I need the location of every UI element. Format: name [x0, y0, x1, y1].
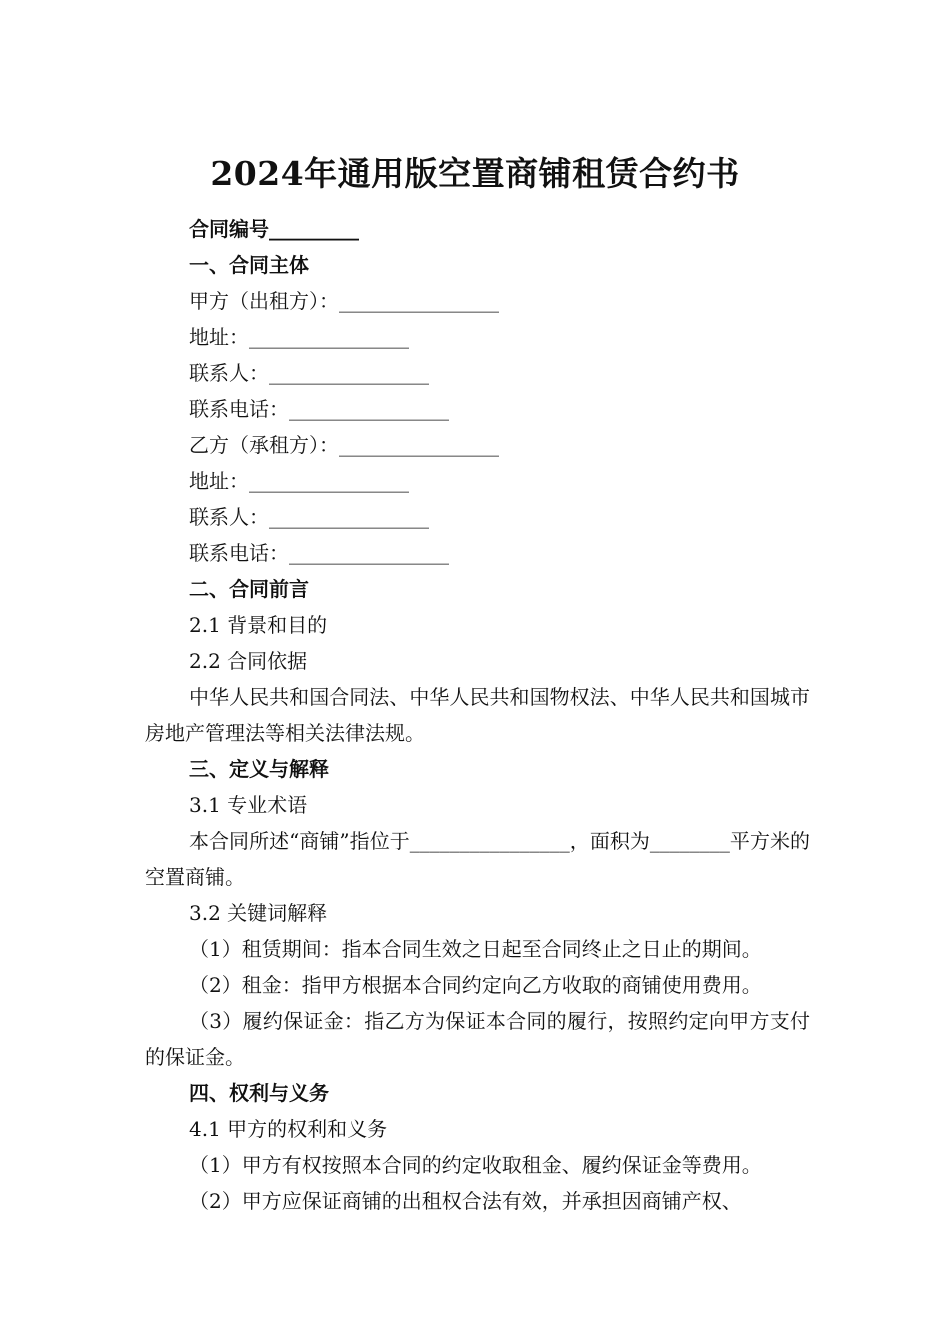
list-item: （2）租金：指甲方根据本合同约定向乙方收取的商铺使用费用。	[189, 973, 762, 997]
subsection-heading: 2.1 背景和目的	[189, 613, 328, 637]
subsection-heading: 3.1 专业术语	[189, 793, 308, 817]
subsection-heading: 3.2 关键词解释	[189, 901, 328, 925]
list-item: （1）甲方有权按照本合同的约定收取租金、履约保证金等费用。	[189, 1153, 762, 1177]
party-a-field: 甲方（出租方）：________________	[189, 289, 499, 313]
body-paragraph: 中华人民共和国合同法、中华人民共和国物权法、中华人民共和国城市房地产管理法等相关法律法规。	[145, 685, 810, 745]
subsection-heading: 4.1 甲方的权利和义务	[189, 1117, 388, 1141]
contract-number: 合同编号_________	[189, 217, 359, 241]
section-heading: 四、权利与义务	[189, 1081, 329, 1105]
section-heading: 三、定义与解释	[189, 757, 329, 781]
party-b-contact-field: 联系人：________________	[189, 505, 429, 529]
list-item: （1）租赁期间：指本合同生效之日起至合同终止之日止的期间。	[189, 937, 762, 961]
document-title: 2024年通用版空置商铺租赁合约书	[210, 154, 740, 193]
party-a-address-field: 地址：________________	[189, 325, 409, 349]
party-a-contact-field: 联系人：________________	[189, 361, 429, 385]
party-a-phone-field: 联系电话：________________	[189, 397, 449, 421]
section-heading: 一、合同主体	[189, 253, 309, 277]
list-item: （3）履约保证金：指乙方为保证本合同的履行，按照约定向甲方支付的保证金。	[145, 1009, 810, 1069]
document-body	[145, 211, 810, 1219]
party-b-phone-field: 联系电话：________________	[189, 541, 449, 565]
party-b-address-field: 地址：________________	[189, 469, 409, 493]
body-paragraph: 本合同所述“商铺”指位于________________，面积为________平方米的空置商铺。	[145, 829, 810, 889]
party-b-field: 乙方（承租方）：________________	[189, 433, 499, 457]
section-heading: 二、合同前言	[189, 577, 309, 601]
subsection-heading: 2.2 合同依据	[189, 649, 308, 673]
list-item: （2）甲方应保证商铺的出租权合法有效，并承担因商铺产权、	[189, 1189, 742, 1213]
